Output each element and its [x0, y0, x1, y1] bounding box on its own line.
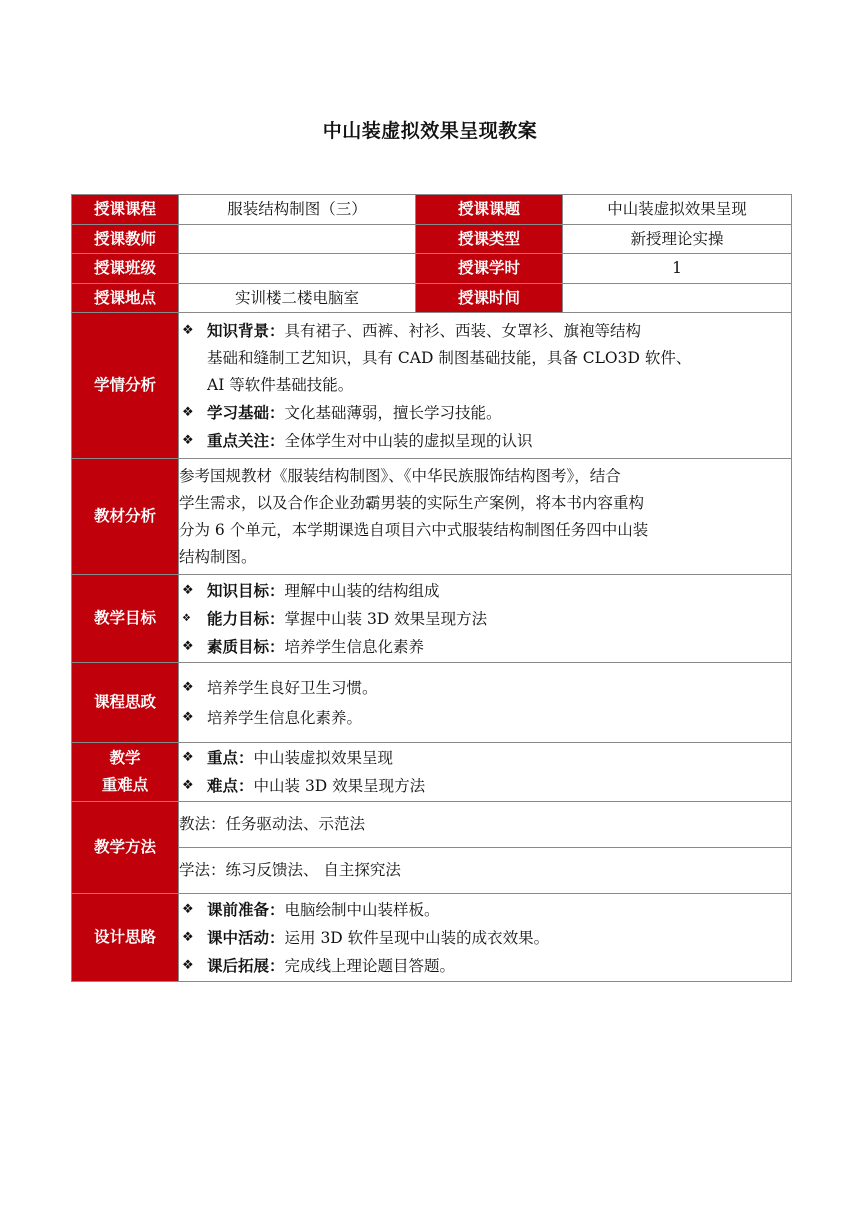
list-item — [179, 605, 791, 633]
ideology-row — [72, 663, 792, 743]
ideology-content — [179, 663, 792, 743]
document-title: 中山装虚拟效果呈现教案 — [322, 120, 538, 142]
info-row-class — [72, 254, 792, 284]
item-text: 运用 3D 软件呈现中山装的成衣效果。 — [284, 928, 550, 947]
diamond-bullet-icon: ❖ — [182, 901, 194, 917]
item-text: 理解中山装的结构组成 — [284, 581, 440, 600]
material-analysis-content — [179, 459, 792, 575]
list-item — [179, 399, 791, 427]
teaching-goals-row — [72, 575, 792, 663]
item-text: 电脑绘制中山装样板。 — [284, 900, 440, 919]
item-text: 文化基础薄弱，擅长学习技能。 — [284, 403, 502, 422]
place-label: 授课地点 — [72, 284, 179, 313]
course-label: 授课课程 — [72, 195, 179, 225]
info-row-teacher — [72, 225, 792, 254]
item-key: 素质目标： — [207, 636, 285, 656]
hours-label: 授课学时 — [416, 254, 563, 284]
time-value — [563, 284, 792, 313]
item-key: 难点： — [207, 776, 254, 795]
key-points-row — [72, 743, 792, 802]
list-item — [179, 952, 791, 980]
list-item — [179, 633, 791, 661]
diamond-bullet-icon: ❖ — [182, 582, 194, 598]
item-text: 中山装 3D 效果呈现方法 — [253, 777, 426, 795]
course-value: 服装结构制图（三） — [179, 195, 416, 225]
list-item — [179, 317, 791, 345]
class-label: 授课班级 — [72, 254, 179, 284]
item-text: 具有裙子、西裤、衬衫、西装、女罩衫、旗袍等结构 — [284, 321, 642, 340]
list-item — [179, 427, 791, 455]
diamond-bullet-icon: ❖ — [182, 638, 194, 654]
place-value: 实训楼二楼电脑室 — [179, 284, 416, 313]
diamond-bullet-icon: ❖ — [182, 750, 194, 765]
teaching-goals-content — [179, 575, 792, 663]
learner-analysis-content — [179, 313, 792, 459]
paragraph-line: 分为 6 个单元，本学期课选自项目六中式服装结构制图任务四中山装 — [179, 520, 649, 539]
info-row-course — [72, 195, 792, 225]
type-label: 授课类型 — [416, 225, 563, 254]
item-text-continued: 基础和缝制工艺知识，具有 CAD 制图基础技能，具备 CLO3D 软件、 — [207, 348, 692, 367]
item-key: 重点关注： — [207, 430, 285, 450]
diamond-bullet-icon: ❖ — [182, 929, 194, 945]
key-points-label-line: 重难点 — [101, 776, 149, 794]
material-analysis-label: 教材分析 — [72, 459, 179, 575]
diamond-bullet-icon: ❖ — [182, 432, 194, 448]
list-item — [179, 703, 791, 733]
diamond-bullet-icon: ❖ — [182, 957, 194, 973]
list-item — [179, 924, 791, 952]
key-points-label-line: 教学 — [109, 749, 141, 767]
list-item — [179, 896, 791, 924]
item-key: 能力目标： — [207, 608, 285, 628]
diamond-bullet-icon: ❖ — [182, 404, 194, 420]
paragraph-line: 学生需求，以及合作企业劲霸男装的实际生产案例，将本书内容重构 — [179, 493, 645, 512]
item-key: 知识目标： — [207, 580, 285, 600]
key-points-label — [72, 743, 179, 802]
type-value: 新授理论实操 — [563, 225, 792, 254]
item-text: 掌握中山装 3D 效果呈现方法 — [284, 609, 488, 628]
learn-method: 学法：练习反馈法、 自主探究法 — [179, 848, 792, 894]
design-label: 设计思路 — [72, 894, 179, 982]
item-key: 知识背景： — [207, 320, 285, 340]
key-points-content — [179, 743, 792, 802]
diamond-bullet-icon: ❖ — [182, 322, 194, 338]
item-text: 培养学生信息化素养。 — [207, 708, 363, 727]
design-content — [179, 894, 792, 982]
time-label: 授课时间 — [416, 284, 563, 313]
item-key: 课中活动： — [207, 927, 285, 947]
item-text: 培养学生良好卫生习惯。 — [207, 678, 378, 697]
ideology-label: 课程思政 — [72, 663, 179, 743]
methods-row-teach — [72, 802, 792, 848]
info-row-place — [72, 284, 792, 313]
item-text: 中山装虚拟效果呈现 — [253, 749, 394, 767]
item-key: 课前准备： — [207, 899, 285, 919]
list-item — [179, 744, 791, 772]
topic-label: 授课课题 — [416, 195, 563, 225]
paragraph-line: 结构制图。 — [179, 547, 257, 566]
lesson-plan-table — [71, 194, 792, 982]
diamond-bullet-icon: ❖ — [182, 612, 191, 624]
design-row — [72, 894, 792, 982]
item-key: 课后拓展： — [207, 955, 285, 975]
paragraph-line: 参考国规教材《服装结构制图》、《中华民族服饰结构图考》，结合 — [179, 466, 621, 485]
item-text: 完成线上理论题目答题。 — [284, 956, 456, 975]
teaching-goals-label: 教学目标 — [72, 575, 179, 663]
diamond-bullet-icon: ❖ — [182, 709, 194, 725]
item-text: 培养学生信息化素养 — [284, 637, 425, 656]
learner-analysis-label: 学情分析 — [72, 313, 179, 459]
methods-row-learn — [72, 848, 792, 894]
class-value — [179, 254, 416, 284]
item-text: 全体学生对中山装的虚拟呈现的认识 — [284, 431, 533, 450]
item-key: 学习基础： — [207, 402, 285, 422]
topic-value: 中山装虚拟效果呈现 — [563, 195, 792, 225]
teach-method: 教法：任务驱动法、示范法 — [179, 802, 792, 848]
material-analysis-row — [72, 459, 792, 575]
diamond-bullet-icon: ❖ — [182, 778, 194, 793]
item-key: 重点： — [207, 748, 254, 767]
list-item — [179, 673, 791, 703]
learner-analysis-row — [72, 313, 792, 459]
teacher-value — [179, 225, 416, 254]
item-text-continued: AI 等软件基础技能。 — [207, 375, 354, 394]
teacher-label: 授课教师 — [72, 225, 179, 254]
hours-value: 1 — [563, 254, 792, 284]
diamond-bullet-icon: ❖ — [182, 679, 194, 695]
list-item — [179, 772, 791, 800]
methods-label: 教学方法 — [72, 802, 179, 894]
list-item — [179, 577, 791, 605]
